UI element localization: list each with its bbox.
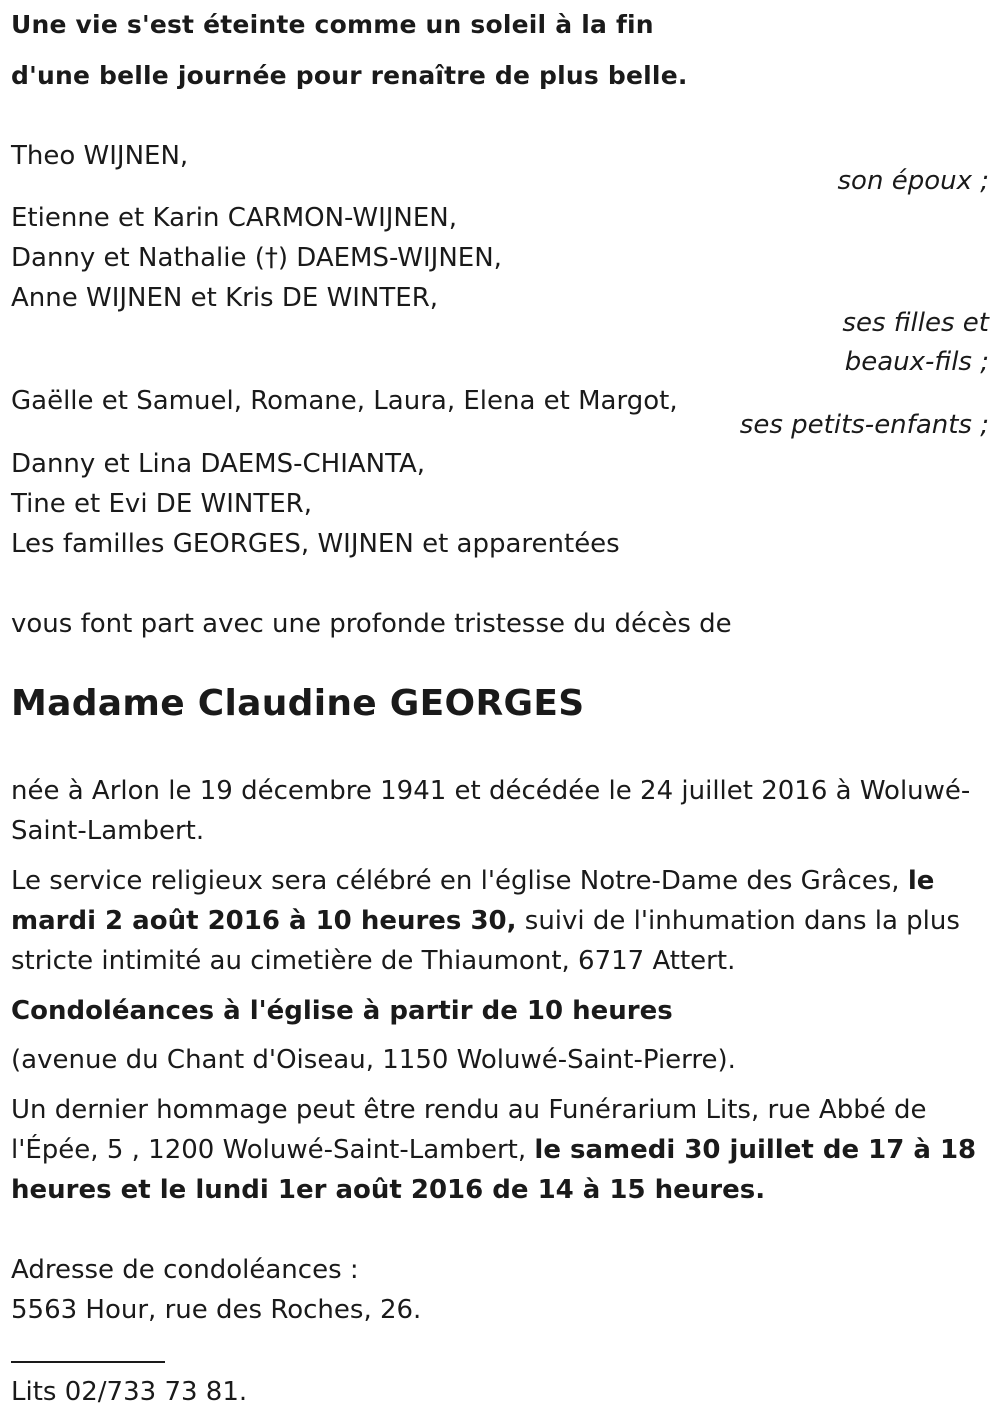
grandchildren-role: ses petits-enfants ; [739,410,989,440]
tribute-dates-start: le samedi 30 juillet de 17 à 18 [534,1135,977,1165]
birth-death-line-2: Saint-Lambert. [11,816,205,846]
other-family-1: Danny et Lina DAEMS-CHIANTA, [11,449,426,479]
service-line-3: stricte intimité au cimetière de Thiaumont, 6717 Attert. [11,946,736,976]
spouse-role: son époux ; [837,166,989,196]
separator-rule [11,1361,165,1363]
spouse-name: Theo WIJNEN, [11,141,189,171]
tribute-line-2 [11,1137,976,1163]
condolence-address-label: Adresse de condoléances : [11,1255,359,1285]
grandchildren: Gaëlle et Samuel, Romane, Laura, Elena et Margot, [11,386,678,416]
service-line-1-text: Le service religieux sera célébré en l'église Notre-Dame des Grâces, [11,866,908,896]
children-role-line-2: beaux-fils ; [844,347,989,377]
service-date: mardi 2 août 2016 à 10 heures 30, [11,906,517,936]
epigraph-line-2: d'une belle journée pour renaître de plus belle. [11,61,688,90]
footer-contact: Lits 02/733 73 81. [11,1377,248,1407]
condolences-church: Condoléances à l'église à partir de 10 heures [11,996,673,1026]
epigraph-line-1: Une vie s'est éteinte comme un soleil à la fin [11,10,654,39]
deceased-name: Madame Claudine GEORGES [11,683,585,724]
child-3: Anne WIJNEN et Kris DE WINTER, [11,283,439,313]
birth-death-line-1: née à Arlon le 19 décembre 1941 et décédée le 24 juillet 2016 à Woluwé- [11,776,971,806]
tribute-line-3: heures et le lundi 1er août 2016 de 14 à 15 heures. [11,1175,766,1205]
other-family-2: Tine et Evi DE WINTER, [11,489,312,519]
children-role-line-1: ses filles et [842,308,989,338]
other-family-3: Les familles GEORGES, WIJNEN et apparentées [11,529,620,559]
tribute-line-2-text: l'Épée, 5 , 1200 Woluwé-Saint-Lambert, [11,1135,535,1165]
child-1: Etienne et Karin CARMON-WIJNEN, [11,203,458,233]
service-line-1 [11,868,934,894]
announcement: vous font part avec une profonde tristesse du décès de [11,609,732,639]
service-line-2-text: suivi de l'inhumation dans la plus [516,906,960,936]
child-2: Danny et Nathalie (†) DAEMS-WIJNEN, [11,243,502,273]
condolence-address-value: 5563 Hour, rue des Roches, 26. [11,1295,422,1325]
service-line-2 [11,908,960,934]
church-address: (avenue du Chant d'Oiseau, 1150 Woluwé-Saint-Pierre). [11,1045,736,1075]
tribute-line-1: Un dernier hommage peut être rendu au Funérarium Lits, rue Abbé de [11,1095,927,1125]
service-date-start: le [907,866,935,896]
